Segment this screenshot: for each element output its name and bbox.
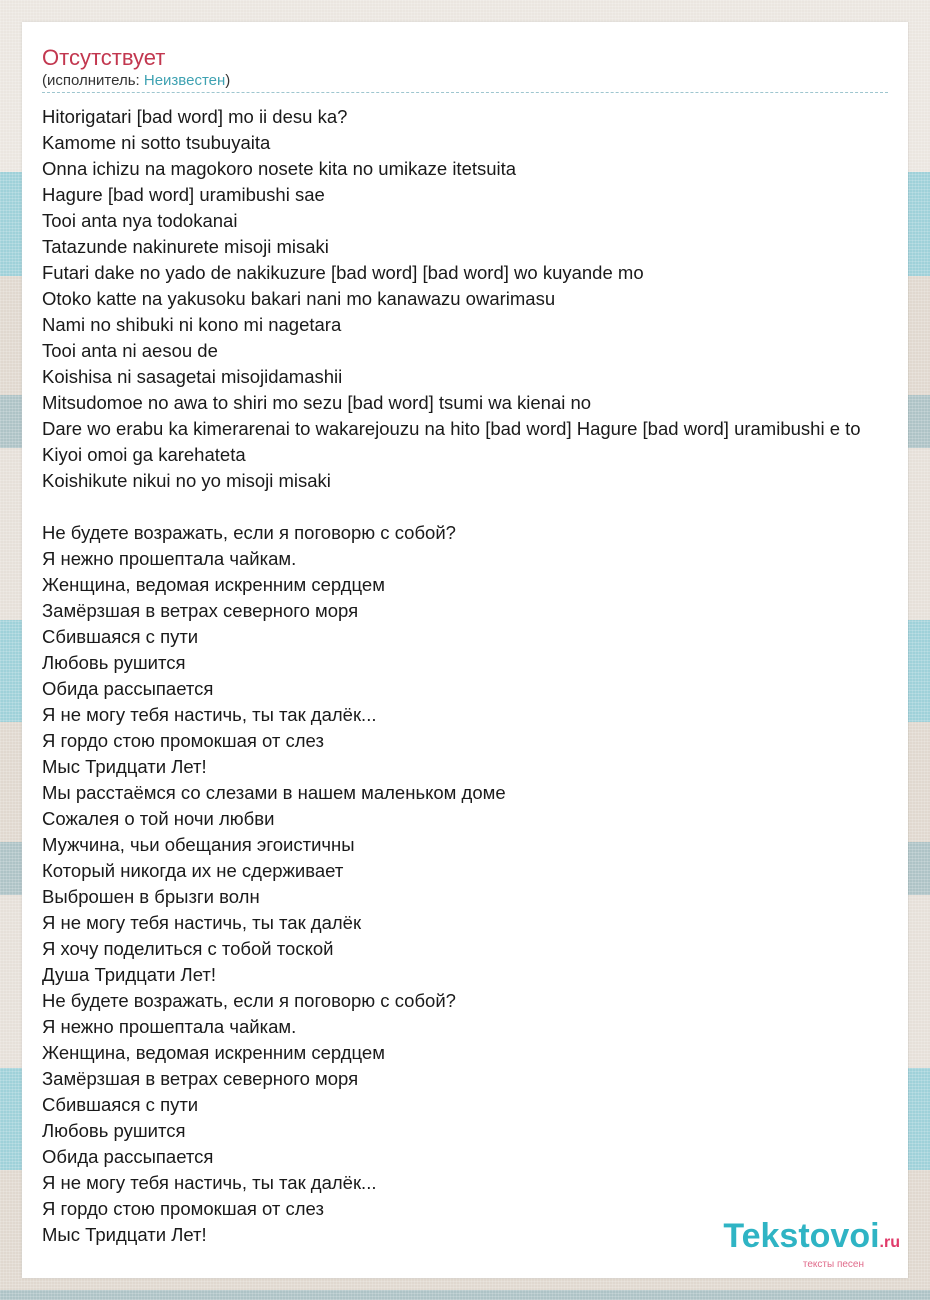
lyric-line: Обида рассыпается — [42, 1146, 214, 1167]
lyric-line: Я гордо стою промокшая от слез — [42, 730, 324, 751]
lyric-line: Замёрзшая в ветрах северного моря — [42, 600, 359, 621]
lyric-line: Душа Тридцати Лет! — [42, 964, 216, 985]
lyrics-text — [42, 104, 861, 1248]
logo-name: Tekstovoi — [723, 1217, 880, 1255]
lyric-line: Женщина, ведомая искренним сердцем — [42, 574, 385, 595]
lyric-line: Я нежно прошептала чайкам. — [42, 548, 297, 569]
lyric-line: Я хочу поделиться с тобой тоской — [42, 938, 334, 959]
lyric-line: Не будете возражать, если я поговорю с собой? — [42, 522, 456, 543]
artist-prefix: (исполнитель: — [42, 72, 144, 89]
lyric-line: Любовь рушится — [42, 1120, 186, 1141]
lyric-line: Tooi anta nya todokanai — [42, 210, 238, 231]
lyric-line: Обида рассыпается — [42, 678, 214, 699]
lyric-line: Tooi anta ni aesou de — [42, 340, 218, 361]
lyric-line: Я не могу тебя настичь, ты так далёк — [42, 912, 362, 933]
lyric-line: Onna ichizu na magokoro nosete kita no umikaze itetsuita — [42, 158, 517, 179]
lyric-line: Otoko katte na yakusoku bakari nani mo kanawazu owarimasu — [42, 288, 556, 309]
lyric-line: Который никогда их не сдерживает — [42, 860, 344, 881]
lyric-line: Сбившаяся с пути — [42, 1094, 199, 1115]
lyric-line: Koishikute nikui no yo misoji misaki — [42, 470, 331, 491]
lyric-line: Не будете возражать, если я поговорю с собой? — [42, 990, 456, 1011]
artist-line — [42, 72, 888, 90]
lyric-line: Koishisa ni sasagetai misojidamashii — [42, 366, 343, 387]
lyric-line: Kiyoi omoi ga karehateta — [42, 444, 246, 465]
lyric-line: Mitsudomoe no awa to shiri mo sezu [bad word] tsumi wa kienai no — [42, 392, 592, 413]
lyric-line: Мыс Тридцати Лет! — [42, 1224, 207, 1245]
lyric-line: Я нежно прошептала чайкам. — [42, 1016, 297, 1037]
lyric-line: Tatazunde nakinurete misoji misaki — [42, 236, 329, 257]
lyrics-card — [22, 22, 908, 1278]
lyric-line: Сожалея о той ночи любви — [42, 808, 275, 829]
lyric-line: Kamome ni sotto tsubuyaita — [42, 132, 271, 153]
lyric-line: Hagure [bad word] uramibushi sae — [42, 184, 325, 205]
lyric-line: Мужчина, чьи обещания эгоистичны — [42, 834, 355, 855]
lyric-line: Futari dake no yado de nakikuzure [bad word] [bad word] wo kuyande mo — [42, 262, 644, 283]
song-header — [42, 44, 888, 93]
logo-tagline: тексты песен — [802, 1259, 864, 1270]
artist-suffix: ) — [225, 72, 231, 89]
lyric-line: Мыс Тридцати Лет! — [42, 756, 207, 777]
lyric-line: Hitorigatari [bad word] mo ii desu ka? — [42, 106, 348, 127]
lyric-line: Я не могу тебя настичь, ты так далёк... — [42, 704, 377, 725]
lyric-line: Любовь рушится — [42, 652, 186, 673]
lyric-blank-line — [42, 494, 861, 520]
logo-tld: .ru — [879, 1234, 900, 1251]
lyric-line: Nami no shibuki ni kono mi nagetara — [42, 314, 342, 335]
lyric-line: Мы расстаёмся со слезами в нашем маленьком доме — [42, 782, 506, 803]
site-logo[interactable] — [723, 1219, 900, 1270]
lyric-line: Сбившаяся с пути — [42, 626, 199, 647]
song-title: Отсутствует — [42, 45, 166, 70]
lyric-line: Я гордо стою промокшая от слез — [42, 1198, 324, 1219]
logo-wordmark — [723, 1219, 900, 1260]
lyric-line: Dare wo erabu ka kimerarenai to wakarejouzu na hito [bad word] Hagure [bad word] uramibushi e to — [42, 418, 861, 439]
lyric-line: Я не могу тебя настичь, ты так далёк... — [42, 1172, 377, 1193]
lyric-line: Женщина, ведомая искренним сердцем — [42, 1042, 385, 1063]
lyric-line: Замёрзшая в ветрах северного моря — [42, 1068, 359, 1089]
artist-link[interactable]: Неизвестен — [143, 72, 226, 89]
lyric-line: Выброшен в брызги волн — [42, 886, 260, 907]
